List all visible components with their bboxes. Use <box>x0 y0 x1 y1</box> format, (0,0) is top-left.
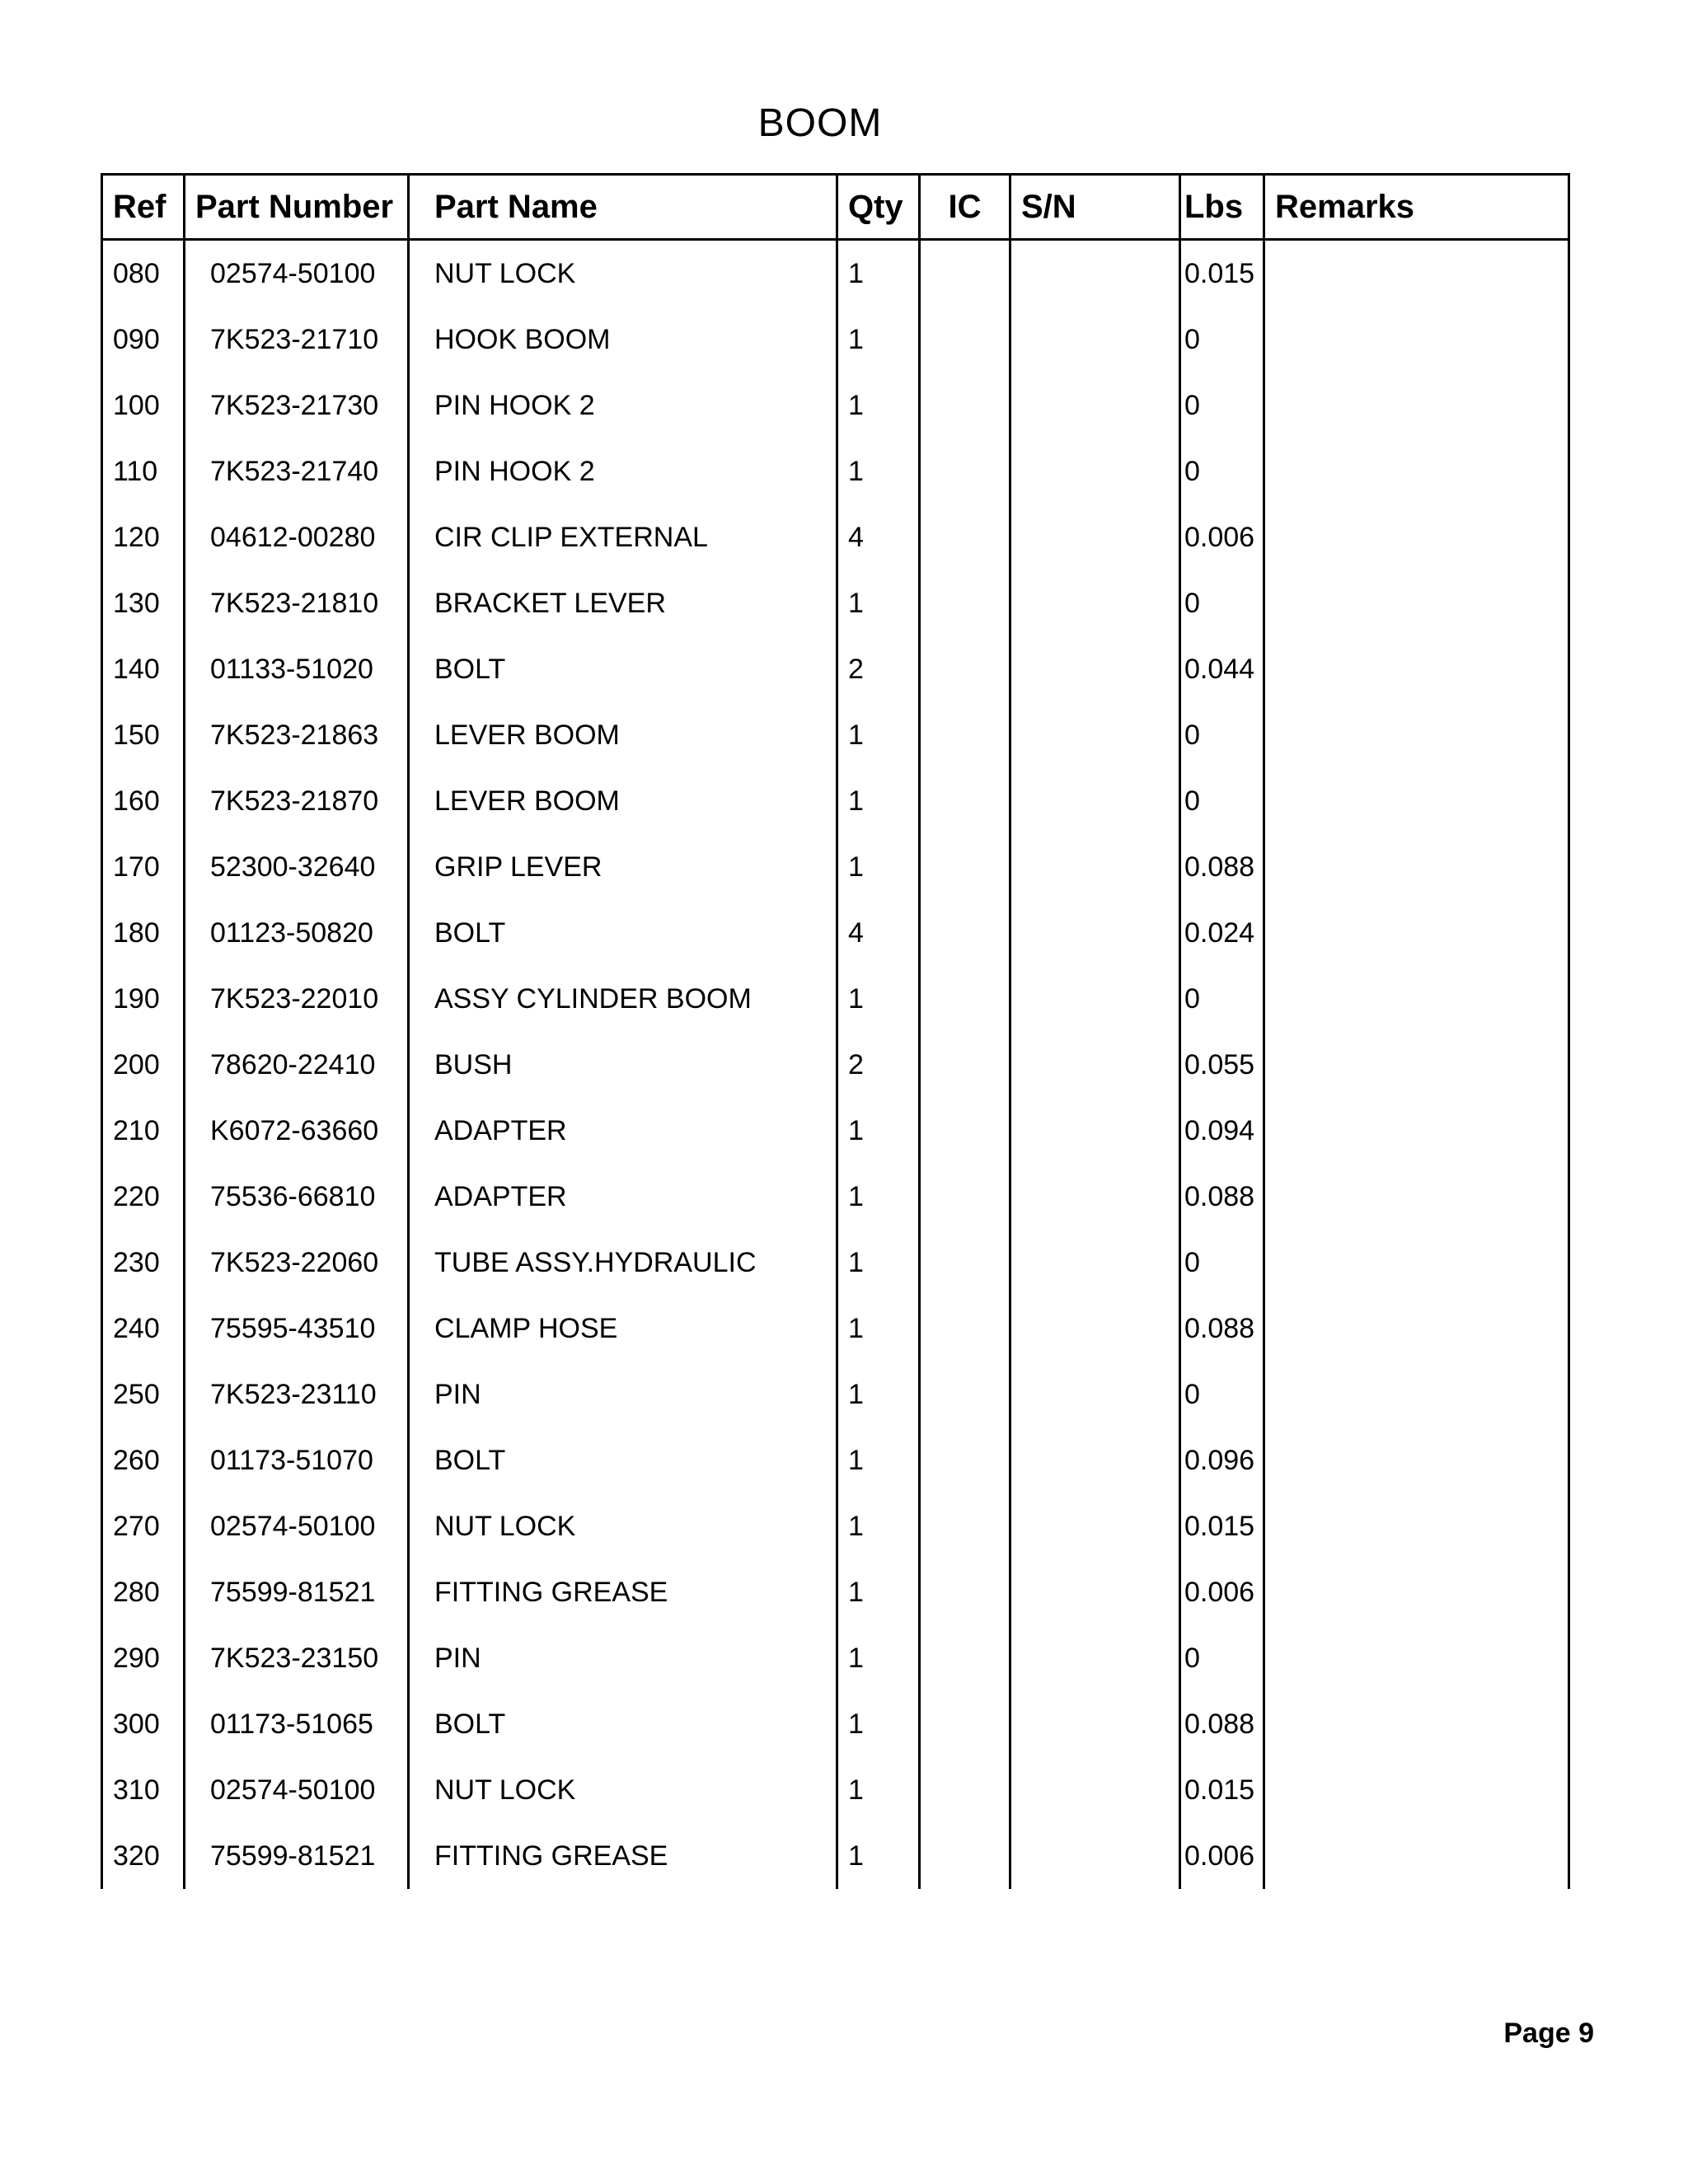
cell-lbs: 0.088 <box>1180 1164 1264 1230</box>
cell-part-name: ASSY CYLINDER BOOM <box>409 966 837 1032</box>
column-header-remarks: Remarks <box>1264 175 1569 240</box>
cell-ic <box>920 1559 1010 1625</box>
cell-lbs: 0 <box>1180 1230 1264 1296</box>
cell-ic <box>920 1625 1010 1691</box>
cell-ref: 220 <box>102 1164 185 1230</box>
table-row <box>102 900 1569 966</box>
cell-lbs: 0.006 <box>1180 504 1264 570</box>
cell-part-number: 7K523-22060 <box>185 1230 409 1296</box>
cell-part-name: LEVER BOOM <box>409 768 837 834</box>
cell-ic <box>920 1757 1010 1823</box>
cell-part-name: LEVER BOOM <box>409 702 837 768</box>
cell-lbs: 0.015 <box>1180 240 1264 307</box>
cell-ic <box>920 1032 1010 1098</box>
table-row <box>102 504 1569 570</box>
cell-ref: 110 <box>102 438 185 504</box>
cell-remarks <box>1264 636 1569 702</box>
cell-ic <box>920 966 1010 1032</box>
cell-remarks <box>1264 570 1569 636</box>
cell-lbs: 0.015 <box>1180 1493 1264 1559</box>
cell-part-number: 7K523-22010 <box>185 966 409 1032</box>
cell-remarks <box>1264 1757 1569 1823</box>
cell-lbs: 0 <box>1180 373 1264 438</box>
cell-remarks <box>1264 1164 1569 1230</box>
cell-ref: 320 <box>102 1823 185 1889</box>
cell-part-name: BUSH <box>409 1032 837 1098</box>
cell-ref: 140 <box>102 636 185 702</box>
cell-ref: 200 <box>102 1032 185 1098</box>
cell-sn <box>1010 1361 1180 1427</box>
page-title: BOOM <box>757 101 883 145</box>
table-row <box>102 438 1569 504</box>
cell-part-name: FITTING GREASE <box>409 1559 837 1625</box>
table-row <box>102 1164 1569 1230</box>
table-header-row <box>102 175 1569 240</box>
cell-sn <box>1010 1691 1180 1757</box>
cell-lbs: 0.024 <box>1180 900 1264 966</box>
cell-part-number: 7K523-21740 <box>185 438 409 504</box>
cell-ref: 190 <box>102 966 185 1032</box>
cell-qty: 1 <box>837 373 920 438</box>
column-header-ic: IC <box>920 175 1010 240</box>
table-row <box>102 768 1569 834</box>
cell-qty: 1 <box>837 1757 920 1823</box>
cell-lbs: 0 <box>1180 768 1264 834</box>
cell-part-name: FITTING GREASE <box>409 1823 837 1889</box>
parts-table-body <box>102 240 1569 1890</box>
cell-part-number: 7K523-21730 <box>185 373 409 438</box>
cell-part-number: 75599-81521 <box>185 1823 409 1889</box>
cell-qty: 1 <box>837 768 920 834</box>
cell-sn <box>1010 240 1180 307</box>
cell-qty: 1 <box>837 438 920 504</box>
cell-lbs: 0 <box>1180 1361 1264 1427</box>
cell-remarks <box>1264 307 1569 373</box>
cell-sn <box>1010 1164 1180 1230</box>
cell-sn <box>1010 1559 1180 1625</box>
cell-lbs: 0.088 <box>1180 1296 1264 1361</box>
cell-ref: 290 <box>102 1625 185 1691</box>
cell-ic <box>920 834 1010 900</box>
cell-part-number: 7K523-23150 <box>185 1625 409 1691</box>
cell-lbs: 0.006 <box>1180 1823 1264 1889</box>
cell-part-name: BOLT <box>409 900 837 966</box>
cell-qty: 1 <box>837 307 920 373</box>
cell-qty: 4 <box>837 504 920 570</box>
cell-ic <box>920 504 1010 570</box>
cell-sn <box>1010 966 1180 1032</box>
cell-remarks <box>1264 768 1569 834</box>
cell-ic <box>920 702 1010 768</box>
cell-ic <box>920 1230 1010 1296</box>
cell-ref: 300 <box>102 1691 185 1757</box>
cell-part-name: HOOK BOOM <box>409 307 837 373</box>
table-row <box>102 240 1569 307</box>
cell-lbs: 0.006 <box>1180 1559 1264 1625</box>
cell-remarks <box>1264 1493 1569 1559</box>
column-header-lbs: Lbs <box>1180 175 1264 240</box>
cell-ref: 150 <box>102 702 185 768</box>
cell-lbs: 0.088 <box>1180 1691 1264 1757</box>
cell-remarks <box>1264 1361 1569 1427</box>
cell-lbs: 0 <box>1180 1625 1264 1691</box>
cell-lbs: 0.088 <box>1180 834 1264 900</box>
cell-part-name: ADAPTER <box>409 1098 837 1164</box>
cell-part-name: BOLT <box>409 1691 837 1757</box>
table-row <box>102 1493 1569 1559</box>
cell-part-number: 01123-50820 <box>185 900 409 966</box>
cell-ic <box>920 1427 1010 1493</box>
cell-remarks <box>1264 900 1569 966</box>
cell-remarks <box>1264 702 1569 768</box>
cell-qty: 1 <box>837 834 920 900</box>
cell-ic <box>920 1296 1010 1361</box>
cell-part-name: NUT LOCK <box>409 240 837 307</box>
page-number: Page 9 <box>1503 2018 1594 2049</box>
cell-sn <box>1010 373 1180 438</box>
column-header-ref: Ref <box>102 175 185 240</box>
cell-ic <box>920 1361 1010 1427</box>
cell-part-name: TUBE ASSY.HYDRAULIC <box>409 1230 837 1296</box>
cell-ic <box>920 438 1010 504</box>
cell-part-name: PIN HOOK 2 <box>409 438 837 504</box>
table-row <box>102 1625 1569 1691</box>
cell-ref: 250 <box>102 1361 185 1427</box>
cell-lbs: 0 <box>1180 307 1264 373</box>
cell-lbs: 0.096 <box>1180 1427 1264 1493</box>
cell-ref: 180 <box>102 900 185 966</box>
table-row <box>102 307 1569 373</box>
cell-sn <box>1010 900 1180 966</box>
table-row <box>102 373 1569 438</box>
cell-ref: 170 <box>102 834 185 900</box>
cell-ic <box>920 1098 1010 1164</box>
cell-ref: 130 <box>102 570 185 636</box>
cell-ic <box>920 1164 1010 1230</box>
table-row <box>102 1823 1569 1889</box>
cell-part-name: PIN HOOK 2 <box>409 373 837 438</box>
cell-sn <box>1010 1823 1180 1889</box>
cell-ref: 230 <box>102 1230 185 1296</box>
cell-lbs: 0 <box>1180 570 1264 636</box>
cell-qty: 4 <box>837 900 920 966</box>
table-row <box>102 570 1569 636</box>
cell-qty: 1 <box>837 1427 920 1493</box>
cell-lbs: 0.044 <box>1180 636 1264 702</box>
cell-lbs: 0 <box>1180 702 1264 768</box>
cell-sn <box>1010 504 1180 570</box>
cell-remarks <box>1264 373 1569 438</box>
cell-qty: 1 <box>837 1559 920 1625</box>
cell-sn <box>1010 1427 1180 1493</box>
cell-remarks <box>1264 1098 1569 1164</box>
cell-sn <box>1010 636 1180 702</box>
column-header-part-number: Part Number <box>185 175 409 240</box>
cell-lbs: 0.015 <box>1180 1757 1264 1823</box>
cell-ic <box>920 1691 1010 1757</box>
cell-part-number: 01173-51065 <box>185 1691 409 1757</box>
cell-sn <box>1010 1098 1180 1164</box>
cell-ref: 160 <box>102 768 185 834</box>
cell-part-name: BRACKET LEVER <box>409 570 837 636</box>
table-row <box>102 636 1569 702</box>
table-row <box>102 1296 1569 1361</box>
cell-part-number: 01173-51070 <box>185 1427 409 1493</box>
table-row <box>102 966 1569 1032</box>
cell-part-number: 7K523-21810 <box>185 570 409 636</box>
cell-part-name: BOLT <box>409 636 837 702</box>
cell-part-name: BOLT <box>409 1427 837 1493</box>
cell-ic <box>920 570 1010 636</box>
cell-remarks <box>1264 1230 1569 1296</box>
table-row <box>102 1757 1569 1823</box>
cell-sn <box>1010 1757 1180 1823</box>
cell-part-name: PIN <box>409 1361 837 1427</box>
cell-remarks <box>1264 1559 1569 1625</box>
cell-sn <box>1010 1625 1180 1691</box>
cell-ref: 280 <box>102 1559 185 1625</box>
cell-part-number: 7K523-21710 <box>185 307 409 373</box>
cell-sn <box>1010 702 1180 768</box>
cell-qty: 1 <box>837 1164 920 1230</box>
cell-lbs: 0 <box>1180 438 1264 504</box>
table-row <box>102 1691 1569 1757</box>
cell-ref: 090 <box>102 307 185 373</box>
cell-qty: 1 <box>837 1493 920 1559</box>
cell-ic <box>920 373 1010 438</box>
table-row <box>102 1032 1569 1098</box>
cell-part-name: NUT LOCK <box>409 1493 837 1559</box>
cell-qty: 1 <box>837 240 920 307</box>
cell-qty: 2 <box>837 636 920 702</box>
cell-remarks <box>1264 504 1569 570</box>
cell-ref: 270 <box>102 1493 185 1559</box>
cell-ic <box>920 240 1010 307</box>
cell-sn <box>1010 307 1180 373</box>
cell-part-number: 52300-32640 <box>185 834 409 900</box>
cell-qty: 1 <box>837 1296 920 1361</box>
column-header-sn: S/N <box>1010 175 1180 240</box>
cell-lbs: 0 <box>1180 966 1264 1032</box>
cell-part-name: ADAPTER <box>409 1164 837 1230</box>
table-row <box>102 834 1569 900</box>
cell-part-number: K6072-63660 <box>185 1098 409 1164</box>
cell-sn <box>1010 438 1180 504</box>
parts-table <box>101 173 1570 1889</box>
cell-qty: 1 <box>837 1098 920 1164</box>
cell-part-number: 75595-43510 <box>185 1296 409 1361</box>
cell-ref: 240 <box>102 1296 185 1361</box>
cell-ic <box>920 768 1010 834</box>
cell-part-name: CIR CLIP EXTERNAL <box>409 504 837 570</box>
cell-qty: 2 <box>837 1032 920 1098</box>
cell-qty: 1 <box>837 1230 920 1296</box>
cell-part-name: PIN <box>409 1625 837 1691</box>
cell-part-number: 02574-50100 <box>185 240 409 307</box>
cell-ref: 120 <box>102 504 185 570</box>
cell-qty: 1 <box>837 1361 920 1427</box>
cell-remarks <box>1264 438 1569 504</box>
column-header-qty: Qty <box>837 175 920 240</box>
cell-sn <box>1010 768 1180 834</box>
table-row <box>102 1427 1569 1493</box>
table-row <box>102 702 1569 768</box>
table-row <box>102 1361 1569 1427</box>
cell-sn <box>1010 1493 1180 1559</box>
table-row <box>102 1559 1569 1625</box>
cell-part-name: CLAMP HOSE <box>409 1296 837 1361</box>
cell-sn <box>1010 1296 1180 1361</box>
cell-remarks <box>1264 240 1569 307</box>
cell-part-number: 02574-50100 <box>185 1493 409 1559</box>
column-header-part-name: Part Name <box>409 175 837 240</box>
cell-ic <box>920 1493 1010 1559</box>
cell-remarks <box>1264 1032 1569 1098</box>
cell-ref: 100 <box>102 373 185 438</box>
cell-qty: 1 <box>837 570 920 636</box>
cell-part-number: 75536-66810 <box>185 1164 409 1230</box>
cell-lbs: 0.094 <box>1180 1098 1264 1164</box>
cell-part-name: GRIP LEVER <box>409 834 837 900</box>
cell-remarks <box>1264 1691 1569 1757</box>
table-row <box>102 1230 1569 1296</box>
cell-qty: 1 <box>837 1625 920 1691</box>
cell-part-number: 7K523-23110 <box>185 1361 409 1427</box>
cell-sn <box>1010 1230 1180 1296</box>
cell-lbs: 0.055 <box>1180 1032 1264 1098</box>
cell-remarks <box>1264 1625 1569 1691</box>
cell-ic <box>920 1823 1010 1889</box>
table-row <box>102 1098 1569 1164</box>
cell-sn <box>1010 570 1180 636</box>
cell-part-number: 01133-51020 <box>185 636 409 702</box>
cell-ic <box>920 636 1010 702</box>
cell-qty: 1 <box>837 1823 920 1889</box>
cell-remarks <box>1264 1427 1569 1493</box>
cell-part-number: 04612-00280 <box>185 504 409 570</box>
cell-part-number: 75599-81521 <box>185 1559 409 1625</box>
cell-remarks <box>1264 1296 1569 1361</box>
cell-sn <box>1010 834 1180 900</box>
cell-remarks <box>1264 1823 1569 1889</box>
cell-qty: 1 <box>837 1691 920 1757</box>
cell-part-name: NUT LOCK <box>409 1757 837 1823</box>
cell-part-number: 7K523-21863 <box>185 702 409 768</box>
cell-part-number: 78620-22410 <box>185 1032 409 1098</box>
cell-ref: 210 <box>102 1098 185 1164</box>
cell-part-number: 7K523-21870 <box>185 768 409 834</box>
cell-part-number: 02574-50100 <box>185 1757 409 1823</box>
cell-ref: 310 <box>102 1757 185 1823</box>
cell-remarks <box>1264 834 1569 900</box>
cell-ref: 080 <box>102 240 185 307</box>
cell-ic <box>920 307 1010 373</box>
cell-remarks <box>1264 966 1569 1032</box>
cell-ic <box>920 900 1010 966</box>
cell-sn <box>1010 1032 1180 1098</box>
cell-qty: 1 <box>837 966 920 1032</box>
cell-qty: 1 <box>837 702 920 768</box>
cell-ref: 260 <box>102 1427 185 1493</box>
